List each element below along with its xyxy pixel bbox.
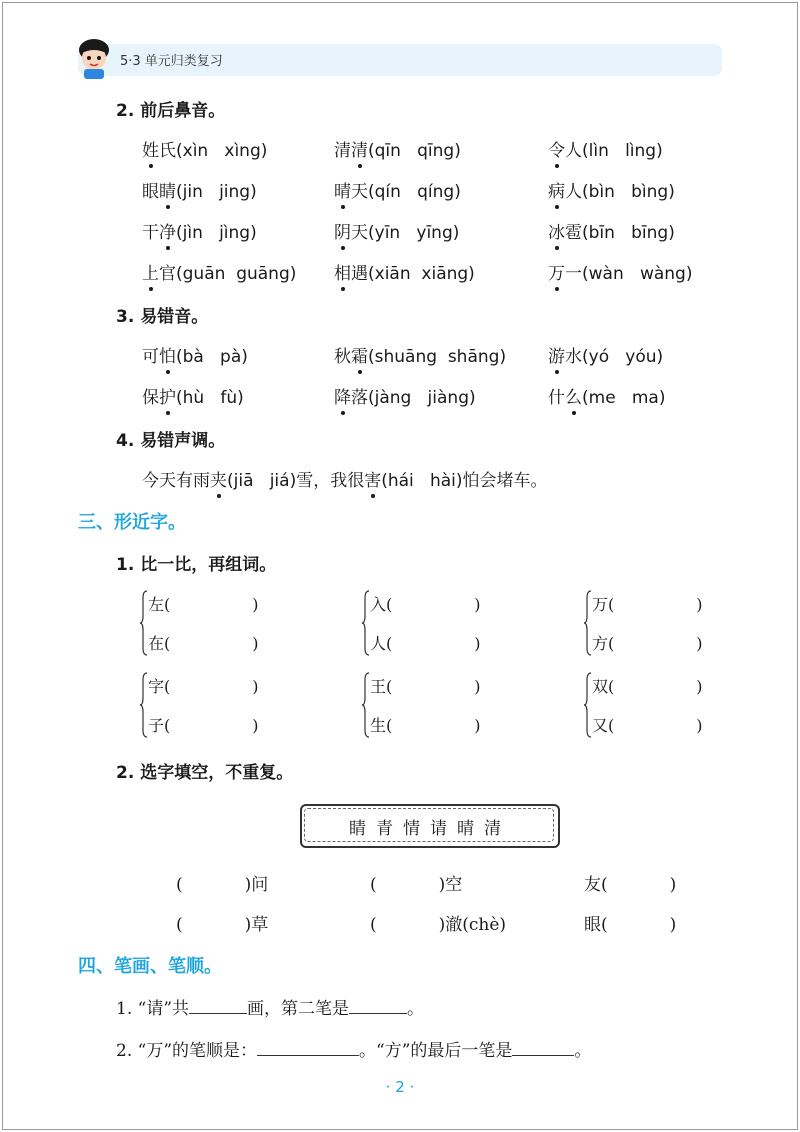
pinyin-item	[142, 136, 267, 161]
hanzi-char: 遇	[351, 264, 368, 284]
hanzi-char: 入	[370, 595, 387, 614]
tone-sentence: 今天有雨夹(jiā jiá)雪，我很害(hái hài)怕会堵车。	[142, 466, 548, 491]
answer-paren-close[interactable]: )	[252, 634, 259, 653]
hanzi-char: 怕	[159, 342, 176, 367]
stroke-question-2: 2. “万”的笔顺是： 。“方”的最后一笔是 。	[116, 1041, 592, 1061]
word-group-row	[148, 592, 259, 615]
word-group-row	[370, 631, 481, 654]
fill-blank-item[interactable]: ( )问	[176, 875, 269, 895]
fill-blank-item[interactable]: 友( )	[584, 875, 677, 895]
pinyin-options[interactable]: (qīn qīng)	[368, 141, 461, 161]
answer-paren-open[interactable]: (	[164, 716, 171, 735]
pinyin-options[interactable]: (jin jing)	[176, 182, 257, 202]
brace-icon	[140, 590, 148, 656]
hanzi-char: 霜	[351, 342, 368, 367]
hanzi-char: 王	[370, 677, 387, 696]
fill-blank-item[interactable]: 眼( )	[584, 915, 677, 935]
hanzi-char: 子	[148, 716, 165, 735]
word-group-row	[148, 674, 259, 697]
answer-paren-close[interactable]: )	[696, 595, 703, 614]
brace-icon	[584, 590, 592, 656]
word-group-row	[148, 631, 259, 654]
pinyin-options[interactable]: (jàng jiàng)	[368, 388, 476, 408]
answer-paren-open[interactable]: (	[164, 595, 171, 614]
pinyin-options[interactable]: (xiān xiāng)	[368, 264, 475, 284]
hanzi-char: 净	[159, 218, 176, 243]
header-title: 5·3 单元归类复习	[120, 54, 223, 69]
answer-paren-close[interactable]: )	[474, 634, 481, 653]
word-group-row	[370, 713, 481, 736]
fill-blank-item[interactable]: ( )空	[370, 875, 463, 895]
choice-chars: 睛青情请晴清	[349, 819, 511, 839]
word-group-row	[592, 592, 703, 615]
pinyin-item	[548, 136, 663, 161]
hanzi-char: 官	[159, 264, 176, 284]
page-number: · 2 ·	[385, 1078, 415, 1096]
hanzi-char: 眼	[142, 182, 159, 202]
hanzi-char: 字	[148, 677, 165, 696]
pinyin-options[interactable]: (yīn yīng)	[368, 223, 460, 243]
pinyin-options[interactable]: (wàn wàng)	[582, 264, 693, 284]
question-title: 4. 易错声调。	[116, 431, 226, 451]
pinyin-options[interactable]: (qín qíng)	[368, 182, 461, 202]
pinyin-options[interactable]: (jìn jìng)	[176, 223, 257, 243]
brace-icon	[584, 672, 592, 738]
word-group-row	[592, 674, 703, 697]
pinyin-item	[142, 259, 296, 284]
question-title: 2. 前后鼻音。	[116, 101, 226, 121]
hanzi-char: 落	[351, 388, 368, 408]
hanzi-char: 什	[548, 388, 565, 408]
answer-paren-close[interactable]: )	[474, 595, 481, 614]
pinyin-item	[548, 259, 692, 284]
pinyin-options[interactable]: (lìn lìng)	[582, 141, 663, 161]
pinyin-item	[142, 383, 244, 408]
pinyin-item	[548, 383, 665, 408]
brace-icon	[140, 672, 148, 738]
answer-paren-close[interactable]: )	[696, 677, 703, 696]
answer-blank[interactable]	[257, 1041, 359, 1056]
fill-blank-item[interactable]: ( )草	[176, 915, 269, 935]
hanzi-char: 人	[565, 182, 582, 202]
stroke-question-1: 1. “请”共 画，第二笔是 。	[116, 999, 425, 1019]
pinyin-options[interactable]: (shuāng shāng)	[368, 347, 507, 367]
answer-paren-open[interactable]: (	[386, 595, 393, 614]
hanzi-char: 人	[565, 141, 582, 161]
hanzi-char: 天	[351, 182, 368, 202]
hanzi-char: 万	[592, 595, 609, 614]
pinyin-item	[334, 136, 461, 161]
answer-paren-close[interactable]: )	[252, 677, 259, 696]
hanzi-char: 雹	[565, 223, 582, 243]
hanzi-char: 姓	[142, 136, 159, 161]
pinyin-item	[334, 218, 459, 243]
hanzi-char: 保	[142, 388, 159, 408]
pinyin-item	[334, 342, 506, 367]
pinyin-item	[142, 177, 257, 202]
hanzi-char: 万	[548, 259, 565, 284]
hanzi-char: 干	[142, 223, 159, 243]
hanzi-char: 一	[565, 264, 582, 284]
pinyin-options[interactable]: (hù fù)	[176, 388, 244, 408]
pinyin-item	[142, 218, 257, 243]
answer-paren-close[interactable]: )	[252, 716, 259, 735]
question-title: 2. 选字填空，不重复。	[116, 763, 294, 783]
pinyin-options[interactable]: (bīn bīng)	[582, 223, 675, 243]
hanzi-char: 阴	[334, 218, 351, 243]
answer-paren-open[interactable]: (	[608, 595, 615, 614]
hanzi-char: 清	[351, 136, 368, 161]
answer-paren-close[interactable]: )	[696, 634, 703, 653]
answer-paren-close[interactable]: )	[474, 716, 481, 735]
hanzi-char: 在	[148, 634, 165, 653]
answer-paren-open[interactable]: (	[164, 634, 171, 653]
answer-paren-open[interactable]: (	[608, 677, 615, 696]
hanzi-char: 冰	[548, 218, 565, 243]
pinyin-item	[334, 383, 476, 408]
hanzi-char: 可	[142, 347, 159, 367]
word-group-row	[370, 592, 481, 615]
answer-blank[interactable]	[512, 1041, 574, 1056]
answer-paren-close[interactable]: )	[696, 716, 703, 735]
hanzi-char: 双	[592, 677, 609, 696]
hanzi-char: 方	[592, 634, 609, 653]
word-group-row	[592, 631, 703, 654]
pinyin-options[interactable]: (yó yóu)	[582, 347, 664, 367]
hanzi-char: 天	[351, 223, 368, 243]
pinyin-item	[548, 177, 675, 202]
hanzi-char: 上	[142, 259, 159, 284]
question-title: 1. 比一比，再组词。	[116, 555, 277, 575]
pinyin-options[interactable]: (me ma)	[582, 388, 666, 408]
hanzi-char: 氏	[159, 141, 176, 161]
pinyin-options[interactable]: (xìn xìng)	[176, 141, 268, 161]
word-group-row	[370, 674, 481, 697]
pinyin-item	[548, 342, 663, 367]
hanzi-char: 相	[334, 259, 351, 284]
hanzi-char: 令	[548, 136, 565, 161]
answer-paren-open[interactable]: (	[386, 677, 393, 696]
word-group-row	[148, 713, 259, 736]
answer-paren-close[interactable]: )	[252, 595, 259, 614]
word-group-row	[592, 713, 703, 736]
answer-paren-close[interactable]: )	[474, 677, 481, 696]
pinyin-options[interactable]: (guān guāng)	[176, 264, 297, 284]
hanzi-char: 秋	[334, 347, 351, 367]
hanzi-char: 又	[592, 716, 609, 735]
answer-paren-open[interactable]: (	[608, 634, 615, 653]
hanzi-char: 降	[334, 383, 351, 408]
answer-paren-open[interactable]: (	[164, 677, 171, 696]
mascot-icon	[72, 36, 116, 80]
hanzi-char: 左	[148, 595, 165, 614]
hanzi-char: 护	[159, 383, 176, 408]
hanzi-char: 晴	[334, 177, 351, 202]
answer-blank[interactable]	[189, 999, 247, 1014]
question-title: 3. 易错音。	[116, 307, 209, 327]
hanzi-char: 么	[565, 383, 582, 408]
answer-paren-open[interactable]: (	[386, 634, 393, 653]
pinyin-item	[548, 218, 675, 243]
hanzi-char: 生	[370, 716, 387, 735]
pinyin-options[interactable]: (bìn bìng)	[582, 182, 675, 202]
answer-blank[interactable]	[349, 999, 407, 1014]
brace-icon	[362, 672, 370, 738]
hanzi-char: 清	[334, 141, 351, 161]
pinyin-item	[142, 342, 248, 367]
section-title: 四、笔画、笔顺。	[78, 956, 222, 977]
pinyin-item	[334, 177, 461, 202]
fill-blank-item[interactable]: ( )澈(chè)	[370, 915, 507, 935]
hanzi-char: 水	[565, 347, 582, 367]
pinyin-options[interactable]: (bà pà)	[176, 347, 248, 367]
hanzi-char: 睛	[159, 177, 176, 202]
section-title: 三、形近字。	[78, 512, 186, 533]
brace-icon	[362, 590, 370, 656]
hanzi-char: 人	[370, 634, 387, 653]
answer-paren-open[interactable]: (	[386, 716, 393, 735]
pinyin-item	[334, 259, 475, 284]
hanzi-char: 游	[548, 342, 565, 367]
answer-paren-open[interactable]: (	[608, 716, 615, 735]
hanzi-char: 病	[548, 177, 565, 202]
